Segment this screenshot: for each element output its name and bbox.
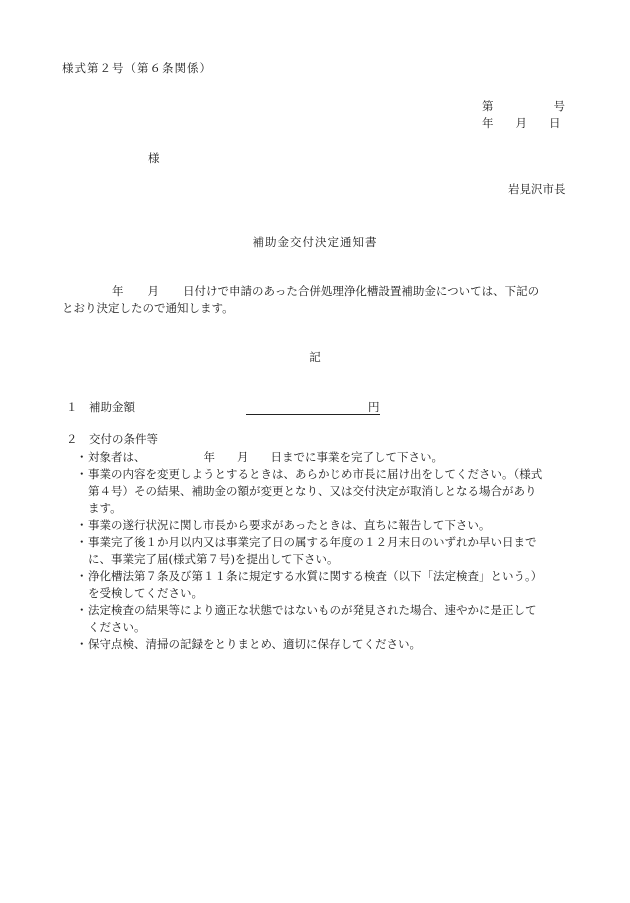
condition-year: 年: [203, 450, 215, 464]
condition-item: [76, 466, 568, 517]
condition-prefix: 対象者は、: [88, 450, 146, 464]
condition-item: [76, 602, 568, 636]
condition-item: [76, 517, 568, 534]
bullet: ・: [76, 467, 88, 481]
date-day: 日: [549, 116, 561, 130]
bullet: ・: [76, 569, 88, 583]
document-title: 補助金交付決定通知書: [252, 235, 378, 249]
conditions-list: [76, 449, 568, 653]
number-suffix: 号: [553, 99, 565, 113]
condition-line: 第４号）その結果、補助金の額が変更となり、又は交付決定が取消しとなる場合があり: [88, 484, 537, 498]
amount-label: １ 補助金額: [66, 400, 135, 414]
amount-blank: [246, 401, 368, 415]
form-label: 様式第２号（第６条関係）: [62, 61, 212, 75]
addressee: 様: [148, 151, 160, 165]
bullet: ・: [76, 603, 88, 617]
bullet: ・: [76, 535, 88, 549]
body-line-1: [62, 284, 539, 299]
condition-item: [76, 534, 568, 568]
condition-line: 事業の内容を変更しようとするときは、あらかじめ市長に届け出をしてください。（様式: [88, 467, 543, 481]
condition-line: 浄化槽法第７条及び第１１条に規定する水質に関する検査（以下「法定検査」という。）: [88, 569, 543, 583]
condition-line: 事業の遂行状況に関し市長から要求があったときは、直ちに報告して下さい。: [88, 518, 491, 532]
date-month: 月: [515, 116, 527, 130]
body-text: 日付けで申請のあった合併処理浄化槽設置補助金については、下記の: [183, 284, 540, 298]
bullet: ・: [76, 518, 88, 532]
conditions-heading: ２ 交付の条件等: [66, 432, 158, 446]
condition-line: を受検してください。: [88, 586, 203, 600]
document-date: [482, 116, 561, 131]
condition-line: 事業完了後１か月以内又は事業完了日の属する年度の１２月末日のいずれか早い日まで: [88, 535, 537, 549]
condition-month: 月: [237, 450, 249, 464]
condition-line: ください。: [88, 620, 146, 634]
bullet: ・: [76, 637, 88, 651]
subsidy-amount: [66, 400, 380, 415]
condition-line: に、事業完了届(様式第７号)を提出して下さい。: [88, 552, 339, 566]
body-line-2: とおり決定したので通知します。: [62, 301, 234, 315]
bullet: ・: [76, 450, 88, 464]
condition-rest: 日までに事業を完了して下さい。: [270, 450, 443, 464]
ki-heading: 記: [309, 350, 321, 364]
body-year: 年: [112, 284, 124, 298]
issuer: 岩見沢市長: [508, 182, 566, 196]
document-number: [482, 99, 565, 114]
condition-line: 法定検査の結果等により適正な状態ではないものが発見された場合、速やかに是正して: [88, 603, 537, 617]
condition-item: [76, 449, 568, 466]
condition-line: ます。: [88, 501, 122, 515]
condition-item: [76, 568, 568, 602]
date-year: 年: [482, 116, 494, 130]
condition-line: 保守点検、清掃の記録をとりまとめ、適切に保存してください。: [88, 637, 422, 651]
condition-item: [76, 636, 568, 653]
number-prefix: 第: [482, 99, 494, 113]
body-month: 月: [147, 284, 159, 298]
amount-unit: 円: [368, 400, 380, 414]
